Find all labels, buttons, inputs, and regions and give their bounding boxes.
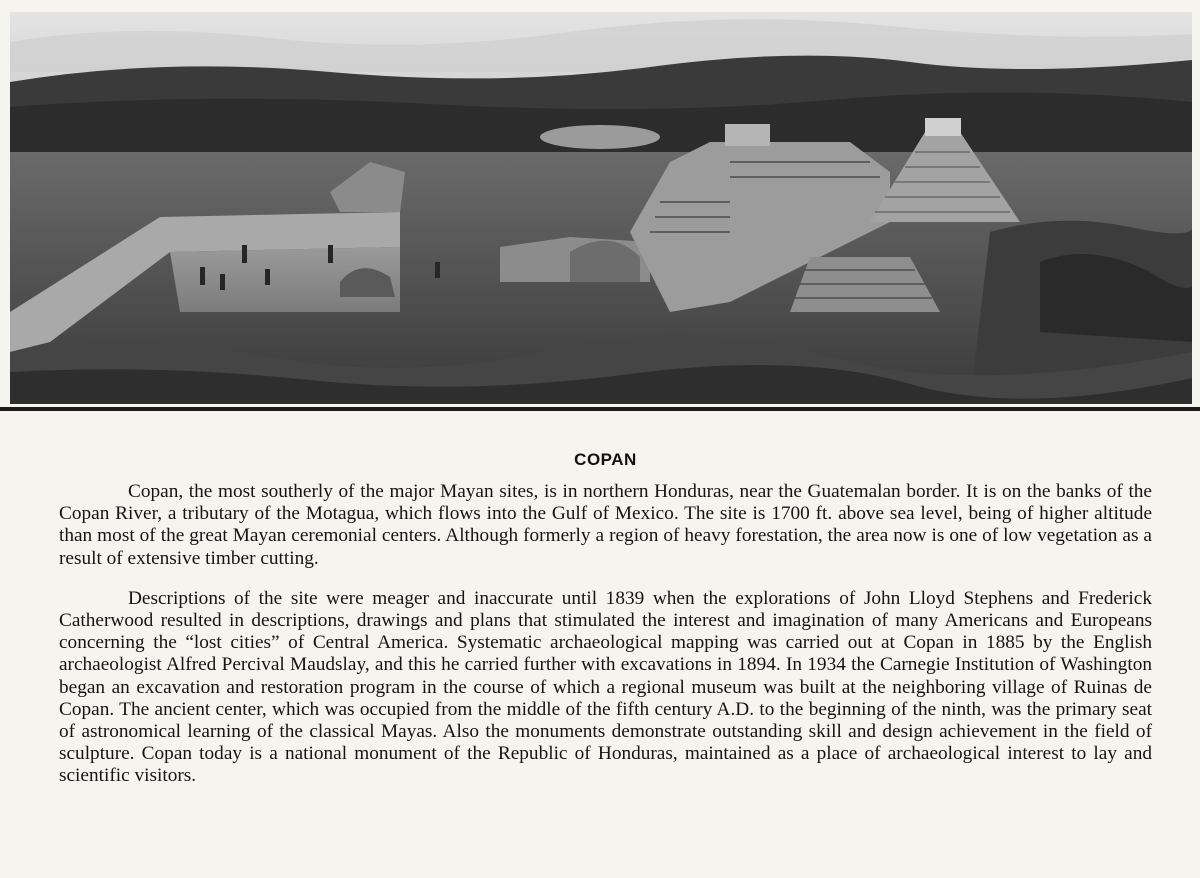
river-glint — [540, 125, 660, 149]
image-divider — [0, 407, 1200, 411]
paragraph-1: Copan, the most southerly of the major Mayan sites, is in northern Honduras, near the Guatemalan border. It is on the banks of the Copan River, a tributary of the Motagua, which flows into the Gulf of Mexico. The site is 1700 ft. above sea level, being of higher altitude than most of the great Mayan ceremonial centers. Although formerly a region of heavy forestation, the area now is one of low vegetation as a result of extensive timber cutting. — [59, 481, 1152, 569]
article-body — [59, 481, 1152, 788]
page-title: COPAN — [574, 450, 637, 469]
paragraph-2: Descriptions of the site were meager and inaccurate until 1839 when the explorations of John Lloyd Stephens and Frederick Catherwood resulted in descriptions, drawings and plans that stimulated the interest and imagination of many Americans and Europeans concerning the “lost cities” of Central America. Systematic archaeological mapping was carried out at Copan in 1885 by the English archaeologist Alfred Percival Maudslay, and this he carried further with excavations in 1894. In 1934 the Carnegie Institution of Washington began an excavation and restoration program in the course of which a regional museum was built at the neighboring village of Ruinas de Copan. The ancient center, which was occupied from the middle of the fifth century A.D. to the beginning of the ninth, was the primary seat of astronomical learning of the classical Mayas. Also the monuments demonstrate outstanding skill and design achievement in the field of sculpture. Copan today is a national monument of the Republic of Honduras, maintained as a place of archaeological interest to lay and scientific visitors. — [59, 587, 1152, 787]
temple-top-left — [725, 124, 770, 146]
ruins-painting — [10, 12, 1192, 404]
copan-ruins-illustration — [10, 12, 1192, 404]
pyramid-temple — [925, 118, 961, 136]
